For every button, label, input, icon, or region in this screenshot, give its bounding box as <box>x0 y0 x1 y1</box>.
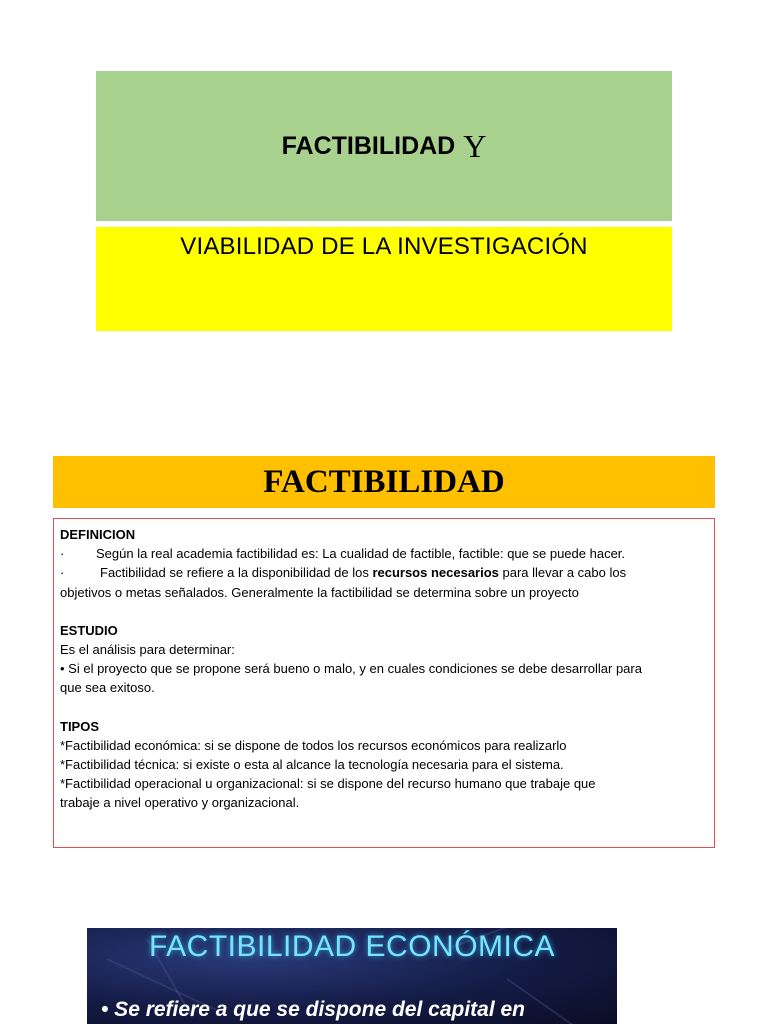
bullet-dot: · <box>60 565 65 581</box>
definition-bullet-1 <box>60 544 708 563</box>
section-title-bar <box>53 456 715 508</box>
definition-bullet-2 <box>60 563 708 582</box>
recursos-necesarios-bold: recursos necesarios <box>372 565 499 581</box>
estudio-heading: ESTUDIO <box>60 622 118 638</box>
estudio-line-1: Es el análisis para determinar: <box>60 642 235 658</box>
definition-content-box <box>53 518 715 848</box>
tipos-line-3: *Factibilidad operacional u organizacional: si se dispone del recurso humano que trabaje que <box>60 776 596 792</box>
main-title: FACTIBILIDAD <box>281 131 456 160</box>
tipos-line-1: *Factibilidad económica: si se dispone de todos los recursos económicos para realizarlo <box>60 737 567 753</box>
definicion-heading: DEFINICION <box>60 527 136 542</box>
tipos-line-2: *Factibilidad técnica: si existe o esta al alcance la tecnología necesaria para el sistema. <box>60 757 564 773</box>
definition-line-1: Según la real academia factibilidad es: La cualidad de factible, factible: que se puede hacer. <box>96 546 626 562</box>
definition-line-2: Factibilidad se refiere a la disponibilidad de los recursos necesarios para llevar a cabo los <box>100 565 627 581</box>
subtitle: VIABILIDAD DE LA INVESTIGACIÓN <box>180 233 588 260</box>
estudio-line-3: que sea exitoso. <box>60 680 155 696</box>
banner-title: FACTIBILIDAD ECONÓMICA <box>148 930 556 963</box>
economic-feasibility-banner <box>87 928 617 1024</box>
subtitle-panel <box>96 227 672 331</box>
estudio-line-2: • Si el proyecto que se propone será bueno o malo, y en cuales condiciones se debe desarrollar para <box>60 661 642 677</box>
title-panel <box>96 71 672 221</box>
tipos-heading: TIPOS <box>60 718 100 734</box>
section-title: FACTIBILIDAD <box>263 463 505 500</box>
banner-text: • Se refiere a que se dispone del capital en <box>101 998 526 1021</box>
main-title-y: Y <box>463 127 487 164</box>
tipos-line-4: trabaje a nivel operativo y organizacional. <box>60 795 300 811</box>
bullet-dot: · <box>60 546 65 562</box>
definition-line-3: objetivos o metas señalados. Generalmente la factibilidad se determina sobre un proyecto <box>60 584 579 600</box>
